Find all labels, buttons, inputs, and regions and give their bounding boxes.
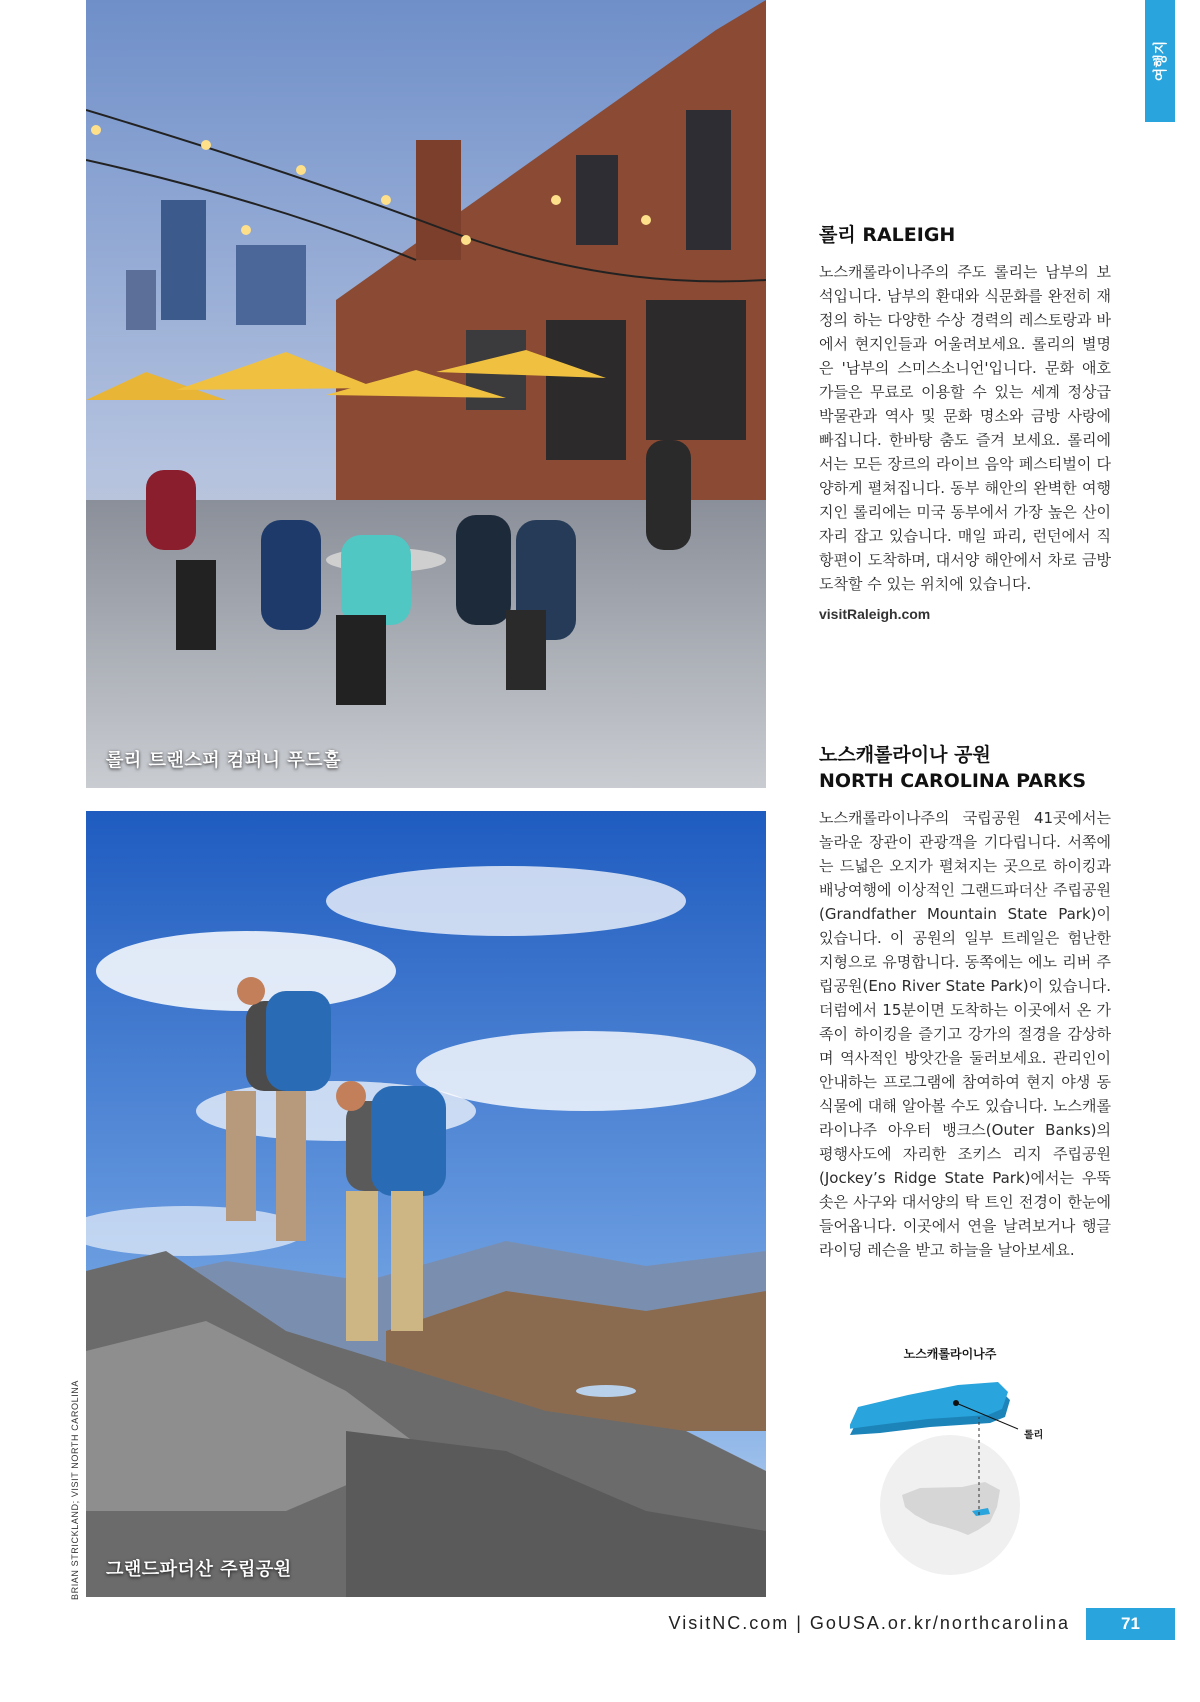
raleigh-body: 노스캐롤라이나주의 주도 롤리는 남부의 보석입니다. 남부의 환대와 식문화를 완전히 재정의 하는 다양한 수상 경력의 레스토랑과 바에서 현지인들과 어울려보세요. 롤리의 별명은 '남부의 스미스소니언'입니다. 문화 애호가들은 무료로 이용할 수 있는 세계 정상급 박물관과 역사 및 문화 명소와 금방 사랑에 빠집니다. 한바탕 춤도 즐겨 보세요. 롤리에서는 모든 장르의 라이브 음악 페스티벌이 다양하게 펼쳐집니다. 동부 해안의 완벽한 여행지인 롤리에는 미국 동부에서 가장 높은 산이 자리 잡고 있습니다. 매일 파리, 런던에서 직항편이 도착하며, 대서양 해안에서 차로 금방 도착할 수 있는 위치에 있습니다. (819, 263, 1111, 593)
food-hall-image (86, 0, 766, 788)
parks-title-ko: 노스캐롤라이나 공원 (819, 744, 991, 766)
hikers-image (86, 811, 766, 1597)
section-tab-label: 여행지 (1153, 40, 1169, 82)
raleigh-title: 롤리 RALEIGH (819, 224, 956, 246)
parks-body: 노스캐롤라이나주의 국립공원 41곳에서는 놀라운 장관이 관광객을 기다립니다. 서쪽에는 드넓은 오지가 펼쳐지는 곳으로 하이킹과 배낭여행에 이상적인 그랜드파더산 주립공원(Grandfather Mountain State Park)이 있습니다. 이 공원의 일부 트레일은 험난한 지형으로 유명합니다. 동쪽에는 에노 리버 주립공원(Eno River State Park)이 있습니다. 더럼에서 15분이면 도착하는 이곳에서 온 가족이 하이킹을 즐기고 강가의 절경을 감상하며 역사적인 방앗간을 둘러보세요. 관리인이 안내하는 프로그램에 참여하여 현지 야생 동식물에 대해 알아볼 수도 있습니다. 노스캐롤라이나주 아우터 뱅크스(Outer Banks)의 평행사도에 자리한 조키스 리지 주립공원(Jockey’s Ridge State Park)에서는 우뚝 솟은 사구와 대서양의 탁 트인 전경이 한눈에 들어옵니다. 이곳에서 연을 날려보거나 행글라이딩 레슨을 받고 하늘을 날아보세요. (819, 809, 1111, 1259)
food-hall-caption: 롤리 트랜스퍼 컴퍼니 푸드홀 (106, 750, 341, 771)
map-title: 노스캐롤라이나주 (903, 1347, 997, 1361)
parks-title (819, 742, 1111, 794)
raleigh-article (819, 222, 1111, 622)
grandfather-mountain-photo (86, 811, 766, 1597)
map-graphic (850, 1345, 1090, 1585)
photo-credit: BRIAN STRICKLAND; VISIT NORTH CAROLINA (70, 1379, 80, 1600)
food-hall-photo (86, 0, 766, 788)
visit-raleigh-link[interactable]: visitRaleigh.com (819, 606, 931, 622)
grandfather-mountain-caption: 그랜드파더산 주립공원 (106, 1559, 292, 1580)
section-tab (1145, 0, 1175, 122)
map-city-label: 롤리 (1024, 1430, 1044, 1441)
parks-article (819, 742, 1111, 1262)
footer-urls: VisitNC.com | GoUSA.or.kr/northcarolina (668, 1613, 1070, 1633)
parks-title-en: NORTH CAROLINA PARKS (819, 770, 1087, 792)
locator-map (850, 1345, 1090, 1585)
page-number: 71 (1086, 1608, 1175, 1640)
